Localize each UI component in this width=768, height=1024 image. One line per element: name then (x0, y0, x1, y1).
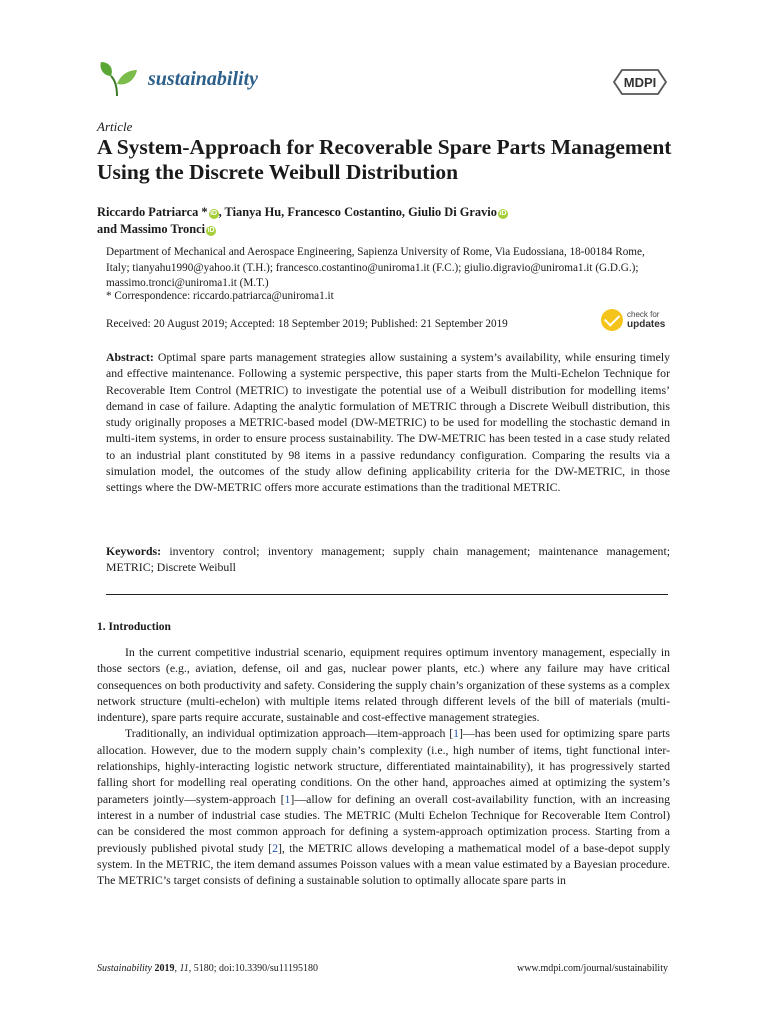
journal-leaf-logo-icon (97, 58, 139, 100)
citation-link[interactable]: 1 (453, 726, 460, 741)
introduction-body (97, 644, 670, 888)
orcid-icon[interactable]: iD (499, 210, 507, 217)
abstract (106, 349, 670, 496)
footer-journal-url[interactable]: www.mdpi.com/journal/sustainability (516, 963, 668, 974)
keywords-text: inventory control; inventory management; supply chain management; maintenance management; METRIC; Discrete Weibull (106, 544, 671, 575)
check-for-label: check for (627, 310, 660, 319)
updates-label: updates (627, 319, 666, 330)
check-for-updates-button[interactable] (601, 309, 673, 333)
section-divider (106, 594, 668, 595)
author-list (97, 204, 617, 238)
orcid-icon[interactable]: iD (210, 210, 218, 217)
keywords-label: Keywords: (106, 544, 162, 558)
article-type: Article (97, 119, 133, 134)
correspondence: * Correspondence: riccardo.patriarca@uniroma1.it (106, 290, 334, 302)
citation-link[interactable]: 2 (272, 840, 278, 855)
journal-name: sustainability (148, 68, 259, 90)
section-heading-introduction: 1. Introduction (97, 621, 171, 633)
citation-link[interactable]: 1 (284, 791, 291, 806)
mdpi-logo-icon (612, 66, 668, 98)
affiliation: Department of Mechanical and Aerospace Engineering, Sapienza University of Rome, Via Eudossiana, 18-00184 Rome, Italy; tianyahu1990@yahoo.it (T.H.); francesco.costantino@uniroma1.it (F.C.); giulio.digravio@uniroma1.it (G.D.G.); massimo.tronci@uniroma1.it (M.T.) (106, 246, 645, 290)
authors-middle: , Tianya Hu, Francesco Costantino, Giulio Di Gravio (218, 205, 497, 219)
publication-dates: Received: 20 August 2019; Accepted: 18 September 2019; Published: 21 September 2019 (106, 318, 508, 330)
authors-last: and Massimo Tronci (97, 222, 206, 236)
paragraph: In the current competitive industrial scenario, equipment requires optimum inventory management, especially in those sectors (e.g., aviation, defense, oil and gas, nuclear power plants, etc.) where any failure may have critical consequences on both productivity and safety. Considering the supply chain’s organization of these systems as a complex network structure (multi-echelon) with multiple items related through different levels of the bill of materials (multi-indenture), spare parts require accurate, sustainable and cost-effective management strategies. (97, 645, 670, 725)
keywords (106, 543, 670, 576)
abstract-text: Optimal spare parts management strategies allow sustaining a system’s availability, while ensuring timely and effective maintenance. Following a systemic perspective, this paper starts from the Multi-Echelon Technique for Recoverable Item Control (METRIC) to investigate the potential use of a Weibull distribution for modelling items’ demand in case of failure. Adapting the analytic formulation of METRIC through a Discrete Weibull distribution, this study originally proposes a METRIC-based model (DW-METRIC) to be used for modelling the stochastic demand in multi-item systems, in order to ensure process sustainability. The DW-METRIC has been tested in a case study related to an industrial plant constituted by 98 items in a passive redundancy configuration. Comparing the results via a simulation model, the outcomes of the study allow defining applicability criteria for the DW-METRIC, in those settings where the DW-METRIC offers more accurate estimations than the traditional METRIC. (106, 350, 670, 495)
author-patriarca[interactable]: Riccardo Patriarca * (97, 205, 208, 219)
orcid-icon[interactable]: iD (207, 227, 215, 234)
abstract-label: Abstract: (106, 350, 154, 364)
article-title: A System-Approach for Recoverable Spare Parts Management Using the Discrete Weibull Distribution (97, 135, 672, 184)
paragraph: Traditionally, an individual optimization approach—item-approach [1]—has been used for optimizing spare parts allocation. However, due to the modern supply chain’s complexity (i.e., high number of items, tight functional inter-relationships, highly-interacting logistic network structure, differentiated maintainability), it has progressively started falling short for modelling real operating conditions. On the other hand, approaches aimed at optimizing the system’s parameters jointly—system-approach [1]—allow for defining an overall cost-availability function, with an increasing interest in a number of industrial case studies. The METRIC (Multi Echelon Technique for Recoverable Item Control) can be considered the most common approach for defining a system-approach optimization process. Starting from a previously published pivotal study [2], the METRIC allows developing a mathematical model of a base-depot supply system. In the METRIC, the item demand assumes Poisson values with a mean value estimated by a Bayesian procedure. The METRIC’s target consists of defining a sustainable solution to optimally allocate spare parts in (97, 726, 671, 888)
check-updates-icon (601, 309, 623, 331)
footer-citation: Sustainability 2019, 11, 5180; doi:10.3390/su11195180 (97, 963, 319, 974)
mdpi-logo-text: MDPI (623, 75, 657, 90)
